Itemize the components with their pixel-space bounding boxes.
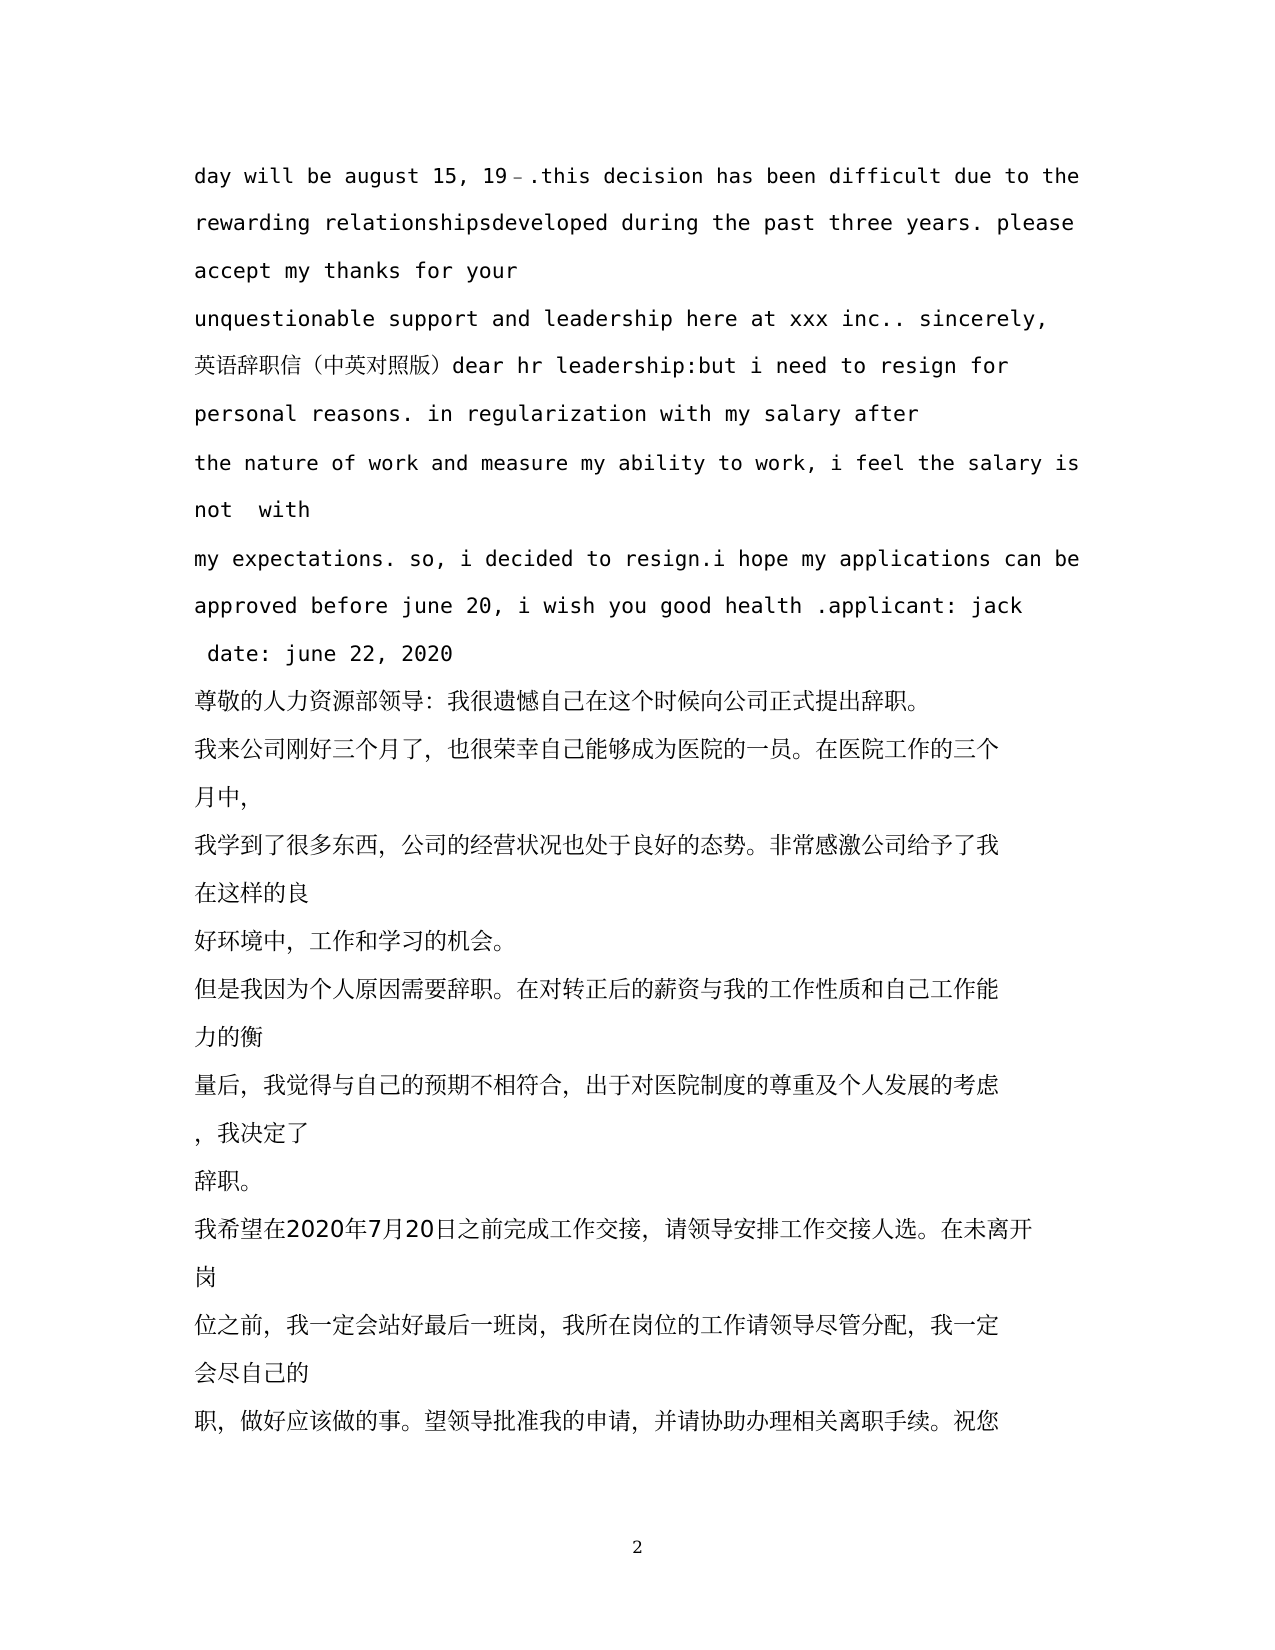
text-line: the nature of work and measure my ability to work, i feel the salary is xyxy=(194,451,1080,475)
text-line: day will be august 15, 19﹣.this decision has been difficult due to the xyxy=(194,164,1080,188)
text-line: 尊敬的人力资源部领导：我很遗憾自己在这个时候向公司正式提出辞职。 xyxy=(194,689,930,715)
text-line: 量后，我觉得与自己的预期不相符合，出于对医院制度的尊重及个人发展的考虑 xyxy=(194,1073,999,1099)
text-line: unquestionable support and leadership here at xxx inc.. sincerely, xyxy=(194,307,1049,332)
text-line: 力的衡 xyxy=(194,1025,263,1051)
text-line: 月中， xyxy=(194,785,263,811)
page-number: 2 xyxy=(632,1538,643,1558)
text-line: date: june 22, 2020 xyxy=(194,642,453,667)
text-line: 辞职。 xyxy=(194,1169,263,1195)
text-line: 我希望在2020年7月20日之前完成工作交接，请领导安排工作交接人选。在未离开 xyxy=(194,1217,1033,1243)
text-line: rewarding relationshipsdeveloped during the past three years. please xyxy=(194,211,1075,236)
text-line: 在这样的良 xyxy=(194,881,309,907)
text-line: personal reasons. in regularization with my salary after xyxy=(194,402,919,427)
text-line: ，我决定了 xyxy=(194,1121,309,1147)
text-line: 好环境中，工作和学习的机会。 xyxy=(194,929,516,955)
text-line: 会尽自己的 xyxy=(194,1361,309,1387)
text-line: my expectations. so, i decided to resign.i hope my applications can be xyxy=(194,546,1080,571)
text-line: accept my thanks for your xyxy=(194,259,518,284)
text-line: 职，做好应该做的事。望领导批准我的申请，并请协助办理相关离职手续。祝您 xyxy=(194,1409,999,1435)
text-line: not with xyxy=(194,498,311,523)
text-line: 但是我因为个人原因需要辞职。在对转正后的薪资与我的工作性质和自己工作能 xyxy=(194,977,999,1003)
text-line: 英语辞职信（中英对照版）dear hr leadership:but i need to resign for xyxy=(194,354,1009,379)
text-line: 我来公司刚好三个月了，也很荣幸自己能够成为医院的一员。在医院工作的三个 xyxy=(194,737,999,763)
text-line: 我学到了很多东西，公司的经营状况也处于良好的态势。非常感激公司给予了我 xyxy=(194,833,999,859)
text-line: approved before june 20, i wish you good health .applicant: jack xyxy=(194,594,1023,619)
text-line: 岗 xyxy=(194,1265,217,1291)
text-line: 位之前，我一定会站好最后一班岗，我所在岗位的工作请领导尽管分配，我一定 xyxy=(194,1313,999,1339)
